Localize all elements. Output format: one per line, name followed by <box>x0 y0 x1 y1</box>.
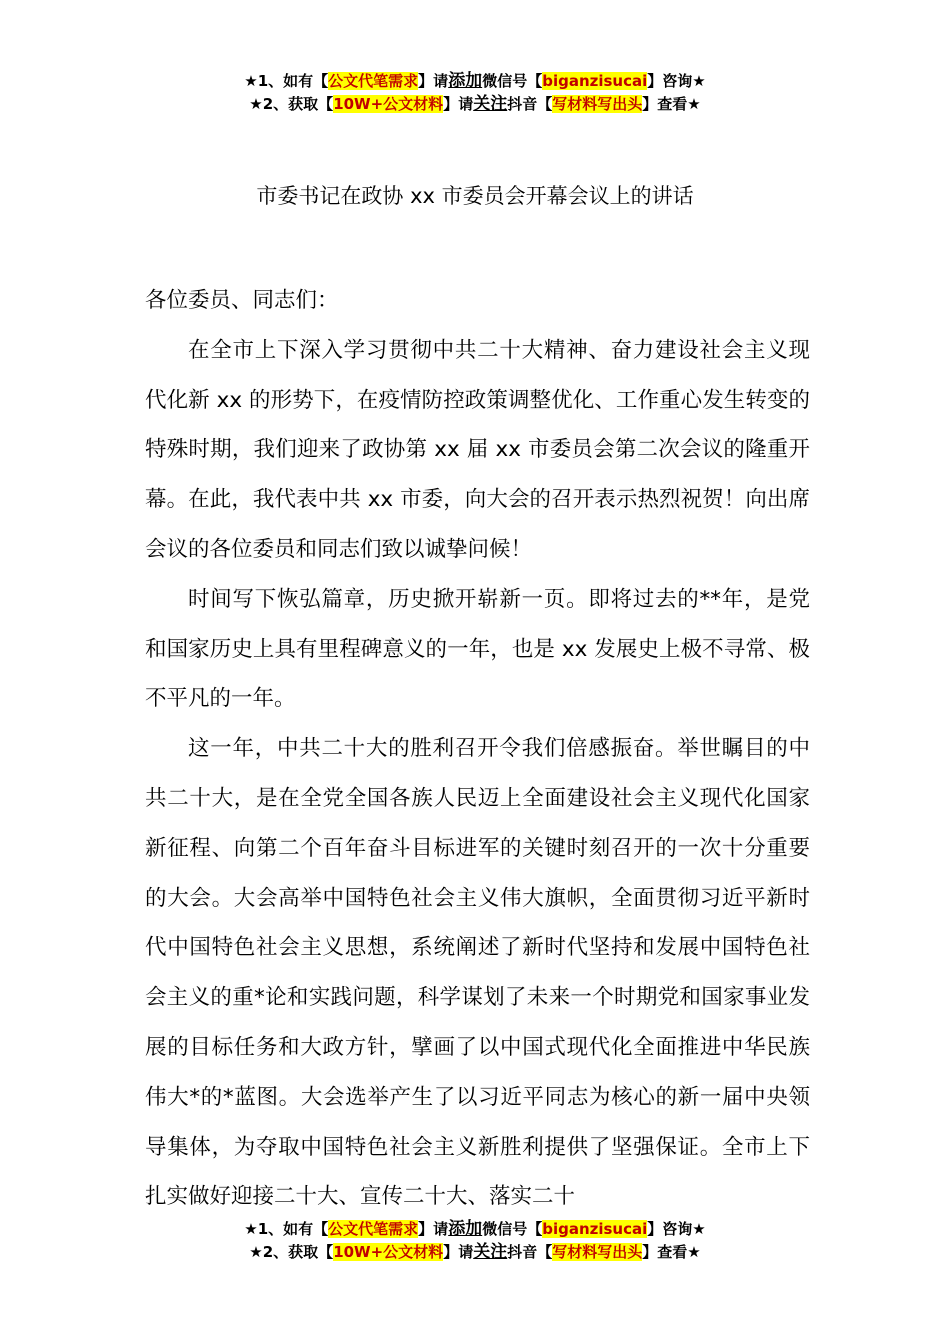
banner-text: 微信号【 <box>482 1220 543 1238</box>
douyin-account: 写材料写出头 <box>552 95 643 113</box>
banner-text: ★2、获取【 <box>249 1243 334 1261</box>
banner-line-1 <box>0 1218 950 1241</box>
banner-text: 】请 <box>443 1243 474 1261</box>
banner-text: 】查看★ <box>642 95 701 113</box>
salutation: 各位委员、同志们： <box>145 288 339 313</box>
paragraph: 时间写下恢弘篇章，历史掀开崭新一页。即将过去的**年，是党和国家历史上具有里程碑意义的一年，也是 xx 发展史上极不寻常、极不平凡的一年。 <box>145 586 810 712</box>
banner-text: 微信号【 <box>482 72 543 90</box>
banner-text: 】咨询★ <box>647 1220 706 1238</box>
highlight-text: 公文代笔需求 <box>328 1220 419 1238</box>
banner-text: 】请 <box>443 95 474 113</box>
wechat-id: biganzisucai <box>542 72 648 90</box>
banner-text: 抖音【 <box>507 95 553 113</box>
banner-text: 】咨询★ <box>647 72 706 90</box>
emphasis-text: 添加 <box>448 1219 483 1239</box>
wechat-id: biganzisucai <box>542 1220 648 1238</box>
banner-line-2 <box>0 93 950 116</box>
banner-line-2 <box>0 1241 950 1264</box>
banner-text: 】请 <box>418 72 449 90</box>
highlight-text: 10W+公文材料 <box>333 1243 444 1261</box>
banner-text: ★1、如有【 <box>244 1220 329 1238</box>
banner-text: 】查看★ <box>642 1243 701 1261</box>
banner-text: 】请 <box>418 1220 449 1238</box>
emphasis-text: 关注 <box>473 1242 508 1262</box>
document-title: 市委书记在政协 xx 市委员会开幕会议上的讲话 <box>256 184 694 208</box>
banner-text: ★1、如有【 <box>244 72 329 90</box>
emphasis-text: 添加 <box>448 71 483 91</box>
banner-text: 抖音【 <box>507 1243 553 1261</box>
footer-banner <box>0 1218 950 1264</box>
highlight-text: 10W+公文材料 <box>333 95 444 113</box>
paragraph: 在全市上下深入学习贯彻中共二十大精神、奋力建设社会主义现代化新 xx 的形势下，在疫情防控政策调整优化、工作重心发生转变的特殊时期，我们迎来了政协第 xx 届 xx 市委员会第二次会议的隆重开幕。在此，我代表中共 xx 市委，向大会的召开表示热烈祝贺！向出席会议的各位委员和同志们致以诚挚问候！ <box>145 337 810 562</box>
document-body <box>145 276 810 1222</box>
douyin-account: 写材料写出头 <box>552 1243 643 1261</box>
highlight-text: 公文代笔需求 <box>328 72 419 90</box>
header-banner <box>0 70 950 116</box>
banner-text: ★2、获取【 <box>249 95 334 113</box>
emphasis-text: 关注 <box>473 94 508 114</box>
paragraph: 这一年，中共二十大的胜利召开令我们倍感振奋。举世瞩目的中共二十大，是在全党全国各族人民迈上全面建设社会主义现代化国家新征程、向第二个百年奋斗目标进军的关键时刻召开的一次十分重要的大会。大会高举中国特色社会主义伟大旗帜，全面贯彻习近平新时代中国特色社会主义思想，系统阐述了新时代坚持和发展中国特色社会主义的重*论和实践问题，科学谋划了未来一个时期党和国家事业发展的目标任务和大政方针，擘画了以中国式现代化全面推进中华民族伟大*的*蓝图。大会选举产生了以习近平同志为核心的新一届中央领导集体，为夺取中国特色社会主义新胜利提供了坚强保证。全市上下扎实做好迎接二十大、宣传二十大、落实二十 <box>145 736 810 1210</box>
banner-line-1 <box>0 70 950 93</box>
